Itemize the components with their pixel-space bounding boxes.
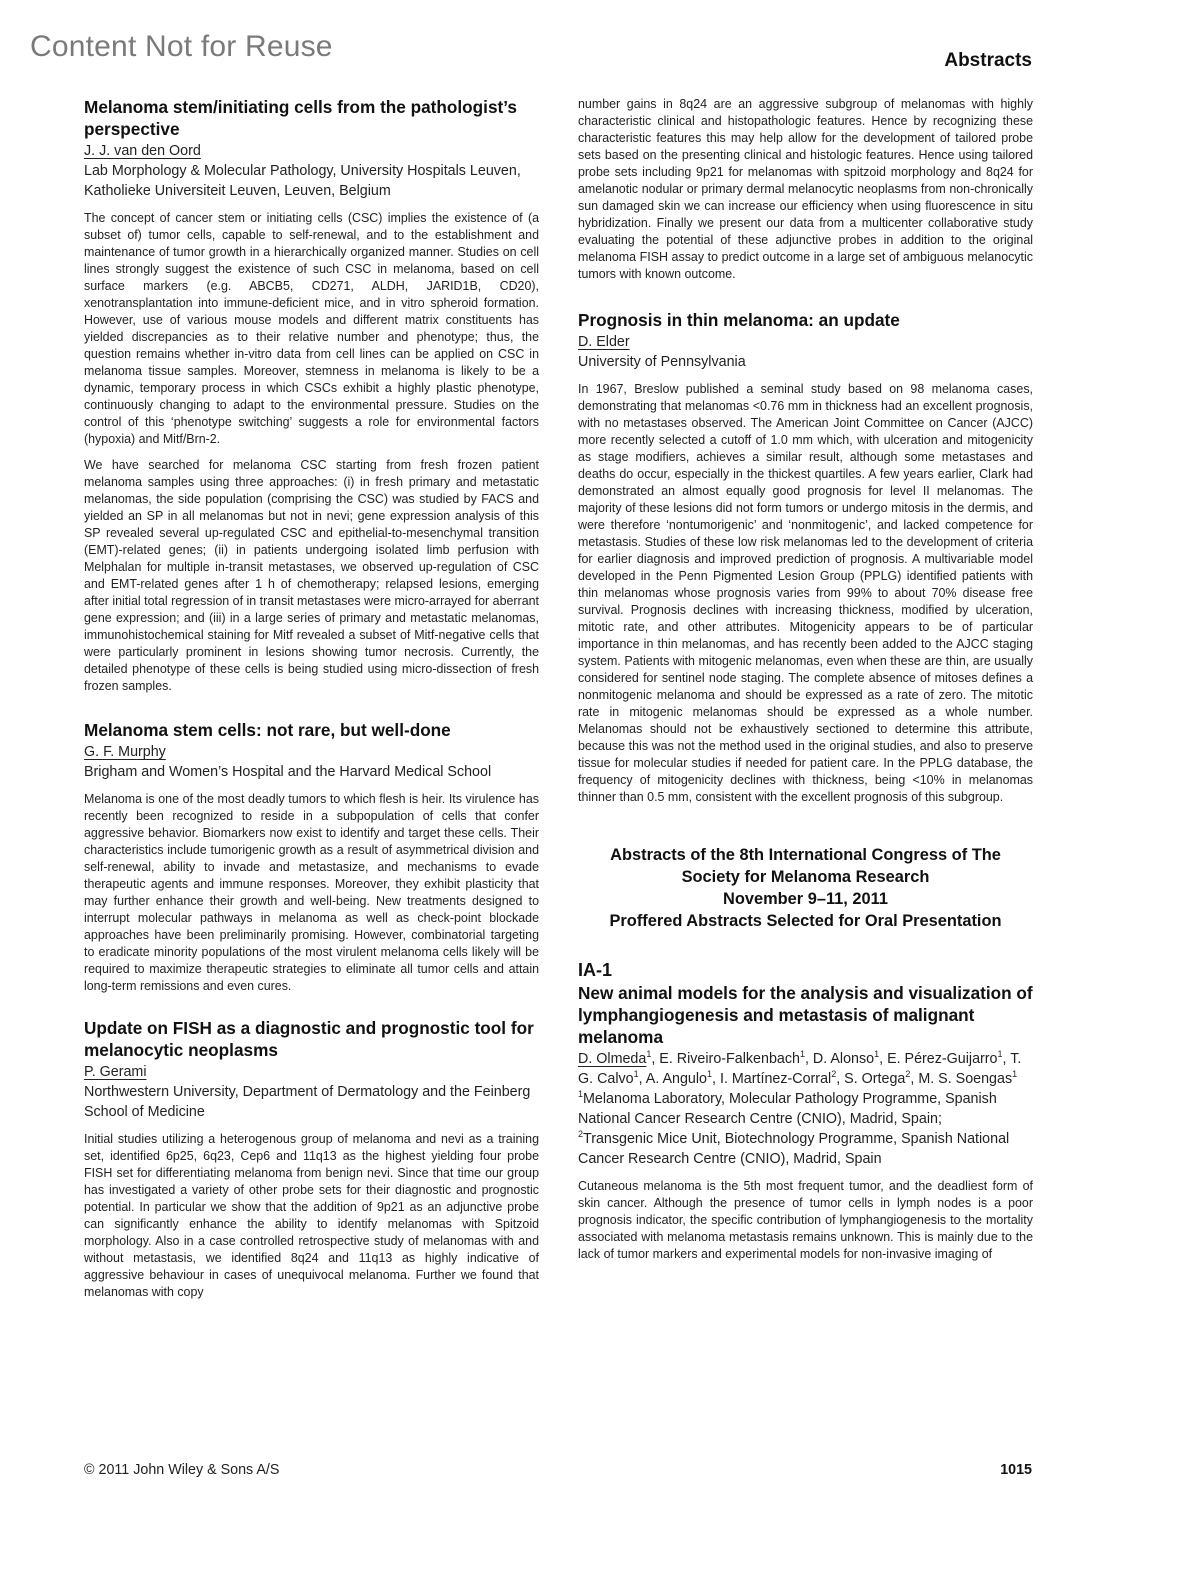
article-authors <box>84 141 539 161</box>
article-title: Melanoma stem/initiating cells from the pathologist’s perspective <box>84 97 517 139</box>
congress-heading <box>578 844 1033 932</box>
presenting-author: D. Olmeda <box>578 1051 647 1067</box>
footer-copyright: © 2011 John Wiley & Sons A/S <box>84 1462 280 1478</box>
congress-line: Abstracts of the 8th International Congress of The <box>610 846 1001 864</box>
affiliation-marker: 2 <box>905 1069 911 1080</box>
article-authors <box>84 742 539 762</box>
author: , E. Riveiro-Falkenbach <box>651 1051 800 1067</box>
affiliation-marker: 1 <box>799 1049 805 1060</box>
abstract-paragraph: Cutaneous melanoma is the 5th most frequent tumor, and the deadliest form of skin cancer. Although the presence of tumor cells in lymph nodes is a poor prognosis indicator, the specific contribution of lymphangiogenesis to the mortality associated with melanoma metastasis remains unknown. This is mainly due to the lack of tumor markers and experimental models for non-invasive imaging of <box>578 1179 1033 1261</box>
section-label: Abstracts <box>944 50 1032 71</box>
article-authors <box>578 1049 1033 1089</box>
article-affiliation <box>578 1129 1033 1169</box>
right-column <box>578 96 1033 1272</box>
author: , T. G. Calvo <box>578 1051 1022 1087</box>
presenting-author: J. J. van den Oord <box>84 143 201 159</box>
article-affiliation <box>578 1089 1033 1129</box>
article-gerami <box>84 1017 539 1301</box>
presenting-author: D. Elder <box>578 334 630 350</box>
congress-line: Proffered Abstracts Selected for Oral Presentation <box>609 912 1002 930</box>
article-title: New animal models for the analysis and visualization of lymphangiogenesis and metastasis of malignant melanoma <box>578 983 1033 1047</box>
affiliation-marker: 1 <box>997 1049 1003 1060</box>
abstract-paragraph: Initial studies utilizing a heterogenous group of melanoma and nevi as a training set, identified 6p25, 6q23, Cep6 and 11q13 as the highest yielding four probe FISH set for differentiating melanoma from benign nevi. Since that time our group has investigated a variety of other probe sets for their diagnostic and prognostic potential. In particular we show that the addition of 9p21 as an adjunctive probe can significantly enhance the ability to identify melanomas with Spitzoid morphology. Also in a case controlled retrospective study of melanomas with and without metastasis, we identified 8q24 and 11q13 as highly indicative of aggressive behaviour in cases of unequivocal melanoma. Further we found that melanomas with copy <box>84 1132 539 1299</box>
affiliation-text: Transgenic Mice Unit, Biotechnology Programme, Spanish National Cancer Research Centre (CNIO), Madrid, Spain <box>578 1131 1010 1167</box>
continued-paragraph: number gains in 8q24 are an aggressive subgroup of melanomas with highly characteristic clinical and histopathologic features. Hence by recognizing these characteristic features this may help allow for the development of tailored probe sets based on the presenting clinical and histologic features. Hence using tailored probe sets including 9p21 for melanomas with spitzoid morphology and 8q24 for amelanotic nodular or primary dermal melanocytic neoplasms from non-chronically sun damaged skin we can increase our efficiency when using fluorescence in situ hybridization. Finally we present our data from a multicenter collaborative study evaluating the potential of these adjunctive probes in addition to the original melanoma FISH assay to predict outcome in a large set of ambiguous melanocytic tumors with known outcome. <box>578 97 1033 281</box>
affiliation-marker: 1 <box>633 1069 639 1080</box>
author: , E. Pérez-Guijarro <box>879 1051 998 1067</box>
congress-line: November 9–11, 2011 <box>723 890 888 908</box>
affiliation-text: Melanoma Laboratory, Molecular Pathology Programme, Spanish National Cancer Research Centre (CNIO), Madrid, Spain; <box>578 1091 997 1127</box>
article-title: Prognosis in thin melanoma: an update <box>578 310 900 330</box>
affiliation-marker: 2 <box>831 1069 837 1080</box>
article-van-den-oord <box>84 96 539 695</box>
abstract-paragraph: Melanoma is one of the most deadly tumors to which flesh is heir. Its virulence has recently been recognized to reside in a subpopulation of cells that confer aggressive behavior. Biomarkers now exist to identify and target these cells. Their characteristics include tumorigenic growth as a result of asymmetrical division and self-renewal, ability to invade and metastasize, and mechanisms to evade therapeutic agents and immune responses. Moreover, they exhibit plasticity that may further enhance their growth and well-being. New treatments designed to interrupt molecular pathways in melanoma as well as check-point blockade approaches have been preliminarily promising. However, combinatorial targeting to eradicate minority populations of the most virulent melanoma cells likely will be required to maximize therapeutic strategies to eliminate all tumor cells and attain long-term remissions and even cures. <box>84 792 539 993</box>
article-elder <box>578 309 1033 806</box>
article-ia-1 <box>578 958 1033 1263</box>
affiliation-marker: 2 <box>578 1129 584 1140</box>
article-affiliation: University of Pennsylvania <box>578 354 746 370</box>
author: , I. Martínez-Corral <box>712 1071 832 1087</box>
author: , A. Angulo <box>638 1071 708 1087</box>
article-authors <box>84 1062 539 1082</box>
article-title: Melanoma stem cells: not rare, but well-done <box>84 720 451 740</box>
affiliation-marker: 1 <box>1012 1069 1018 1080</box>
congress-line: Society for Melanoma Research <box>681 868 930 886</box>
presenting-author: G. F. Murphy <box>84 744 166 760</box>
article-title: Update on FISH as a diagnostic and prognostic tool for melanocytic neoplasms <box>84 1018 534 1060</box>
abstract-paragraph: In 1967, Breslow published a seminal study based on 98 melanoma cases, demonstrating that melanomas <0.76 mm in thickness had an excellent prognosis, with no metastases observed. The American Joint Committee on Cancer (AJCC) more recently selected a cutoff of 1.0 mm which, with ulceration and mitogenicity as stage modifiers, achieves a similar result, although some metastases and deaths do occur, especially in the thickest quartiles. A few years earlier, Clark had demonstrated an almost equally good prognosis for level II melanomas. The majority of these lesions did not form tumors or undergo mitosis in the dermis, and were therefore ‘nontumorigenic’ and ‘nonmitogenic’, and lacked competence for metastasis. Studies of these low risk melanomas led to the development of criteria for earlier diagnosis and improved prediction of prognosis. A multivariable model developed in the Penn Pigmented Lesion Group (PPLG) identified patients with thin melanomas whose prognosis varies from 99% to about 70% disease free survival. Prognosis declines with increasing thickness, modified by ulceration, mitotic rate, and other attributes. Mitogenicity appears to be of particular importance in thin melanomas, and has recently been added to the AJCC staging system. Patients with mitogenic melanomas, even when these are thin, are usually considered for sentinel node staging. The complete absence of mitoses defines a nonmitogenic melanoma and should be expressed as a rate of zero. The mitotic rate in mitogenic melanomas should be expressed as a whole number. Melanomas should not be exhaustively sectioned to determine this attribute, because this was not the method used in the original studies, and also to preserve tissue for molecular studies if needed for patient care. In the PPLG database, the frequency of mitogenicity declines with thickness, being <10% in melanomas thinner than 0.5 mm, consistent with the excellent prognosis of this subgroup. <box>578 382 1033 804</box>
affiliation-marker: 1 <box>874 1049 880 1060</box>
abstract-id: IA-1 <box>578 960 613 980</box>
abstract-paragraph: We have searched for melanoma CSC starting from fresh frozen patient melanoma samples using three approaches: (i) in fresh primary and metastatic melanomas, the side population (comprising the CSC) was studied by FACS and yielded an SP in all melanomas but not in nevi; gene expression analysis of this SP revealed several up-regulated CSC and epithelial-to-mesenchymal transition (EMT)-related genes; (ii) in patients undergoing isolated limb perfusion with Melphalan for multiple in-transit metastases, we observed up-regulation of CSC and EMT-related genes after 1 h of chemotherapy; relapsed lesions, emerging after initial total regression of in transit metastases were micro-arrayed for aberrant gene expression; and (iii) in a large series of primary and metastatic melanomas, immunohistochemical staining for Mitf revealed a subset of Mitf-negative cells that were particularly prominent in lesions showing tumor necrosis. Currently, the detailed phenotype of these cells is being studied using micro-dissection of fresh frozen samples. <box>84 458 539 693</box>
article-authors <box>578 332 1033 352</box>
author: , S. Ortega <box>836 1071 906 1087</box>
presenting-author: P. Gerami <box>84 1064 147 1080</box>
abstract-paragraph: The concept of cancer stem or initiating cells (CSC) implies the existence of (a subset of) tumor cells, capable to self-renewal, and to the establishment and maintenance of tumor growth in a hierarchically organized manner. Studies on cell lines strongly suggest the existence of such CSC in melanoma, based on cell surface markers (e.g. ABCB5, CD271, ALDH, JARID1B, CD20), xenotransplantation into immune-deficient mice, and in vitro spheroid formation. However, use of various mouse models and different matrix constituents has yielded discrepancies as to their relative number and phenotype; thus, the question remains whether in-vitro data from cell lines can be applied on CSC in melanoma tissue samples. Moreover, stemness in melanoma is likely to be a dynamic, temporary process in which CSCs exhibit a highly plastic phenotype, continuously changing to adapt to the environmental pressure. Studies on the control of this ‘phenotype switching’ suggests a role for environmental factors (hypoxia) and Mitf/Brn-2. <box>84 211 539 446</box>
watermark: Content Not for Reuse <box>30 30 333 63</box>
affiliation-marker: 1 <box>578 1089 584 1100</box>
author: , M. S. Soengas <box>910 1071 1013 1087</box>
affiliation-marker: 1 <box>646 1049 652 1060</box>
article-affiliation: Brigham and Women’s Hospital and the Harvard Medical School <box>84 764 492 780</box>
article-murphy <box>84 719 539 995</box>
affiliation-marker: 1 <box>707 1069 713 1080</box>
left-column <box>84 96 539 1310</box>
page-number: 1015 <box>1000 1462 1032 1478</box>
article-affiliation: Northwestern University, Department of Dermatology and the Feinberg School of Medicine <box>84 1084 531 1120</box>
article-affiliation: Lab Morphology & Molecular Pathology, University Hospitals Leuven, Katholieke Universiteit Leuven, Leuven, Belgium <box>84 163 521 199</box>
author: , D. Alonso <box>804 1051 875 1067</box>
